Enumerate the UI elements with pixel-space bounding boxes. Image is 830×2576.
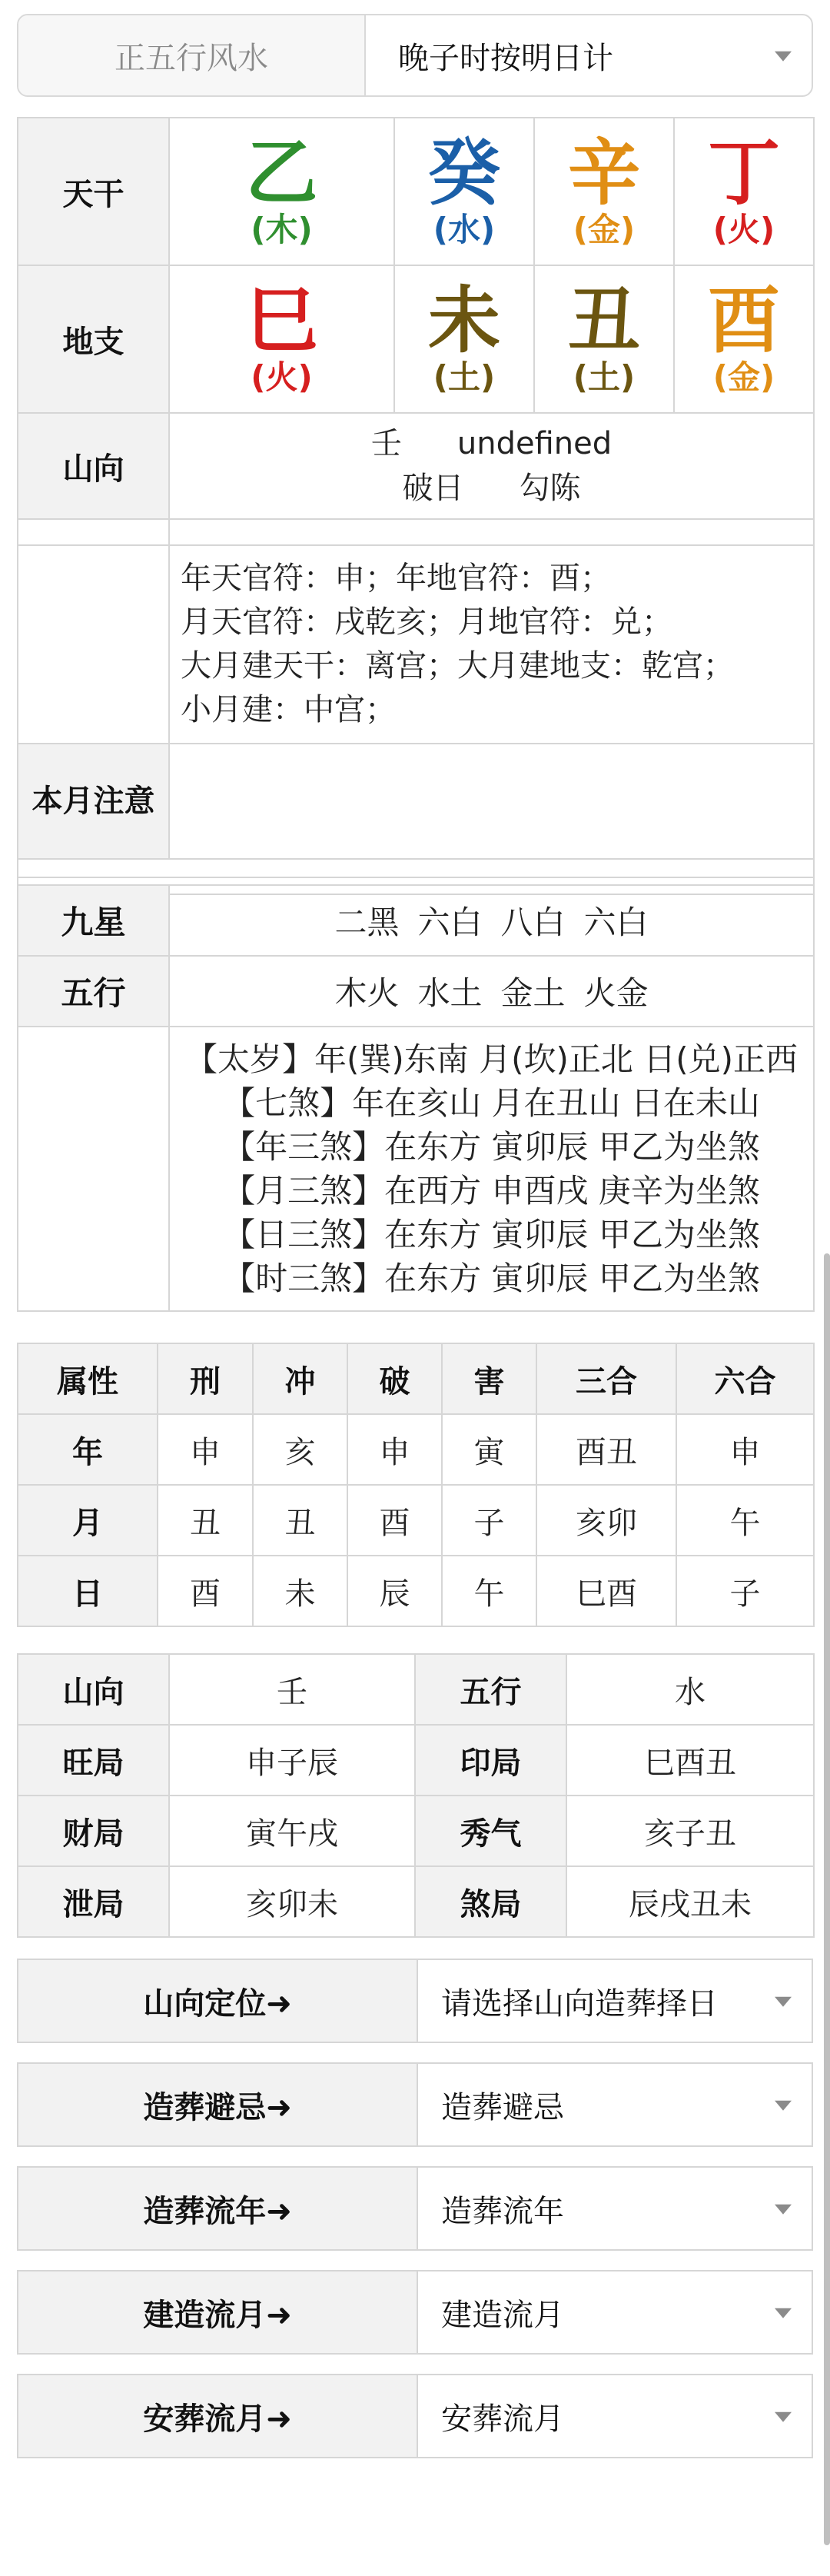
table-row — [18, 1866, 814, 1937]
zaozang-liunian-label: 造葬流年➜ — [18, 2168, 418, 2249]
ju-label: 财局 — [18, 1796, 169, 1866]
table-header: 破 — [347, 1343, 442, 1414]
dropdown-caret-icon — [775, 2412, 792, 2422]
tiangan-char: 丁 — [707, 131, 780, 215]
shanxiang-value — [169, 413, 814, 519]
wuxing-values — [169, 956, 814, 1027]
dizhi-char: 酉 — [707, 278, 780, 363]
table-cell: 巳酉 — [536, 1556, 676, 1626]
wuxing-element: 火金 — [583, 974, 649, 1012]
dizhi-element: (土) — [433, 358, 496, 397]
table-cell: 酉 — [158, 1556, 253, 1626]
empty-cell — [169, 519, 814, 545]
anzang-liuyue-select[interactable] — [418, 2375, 812, 2457]
mode-selector-bar — [17, 14, 813, 97]
row-label: 年 — [18, 1414, 158, 1485]
table-row — [18, 1414, 814, 1485]
table-cell: 丑 — [158, 1485, 253, 1556]
zishi-select[interactable] — [366, 15, 812, 95]
table-cell: 午 — [442, 1556, 536, 1626]
table-header: 六合 — [676, 1343, 814, 1414]
tiangan-element: (金) — [573, 211, 636, 249]
table-header: 刑 — [158, 1343, 253, 1414]
tiangan-char: 癸 — [427, 131, 500, 215]
table-cell: 酉 — [347, 1485, 442, 1556]
tiangan-element: (火) — [712, 211, 775, 249]
guanfu-line: 月天官符：戌乾亥；月地官符：兑； — [181, 604, 672, 640]
table-header: 三合 — [536, 1343, 676, 1414]
table-cell: 寅 — [442, 1414, 536, 1485]
bazi-table — [17, 117, 815, 895]
wuxing-element: 金土 — [500, 974, 566, 1012]
jiuxing-star: 二黑 — [334, 904, 400, 941]
sha-line: 【月三煞】在西方 申酉戌 庚辛为坐煞 — [223, 1172, 760, 1210]
table-row — [18, 1485, 814, 1556]
shanxiang-dingwei-select[interactable] — [418, 1960, 812, 2042]
ju-label: 泄局 — [18, 1866, 169, 1937]
dizhi-char: 丑 — [567, 278, 640, 363]
ju-value: 巳酉丑 — [566, 1725, 814, 1796]
mode-tab-zhengwuxing[interactable]: 正五行风水 — [18, 15, 366, 95]
dizhi-element: (火) — [251, 358, 313, 397]
jianzao-liuyue-select[interactable] — [418, 2271, 812, 2353]
select-value: 安葬流月 — [441, 2401, 564, 2437]
table-cell: 申 — [347, 1414, 442, 1485]
shanxiang-direction: undefined — [456, 426, 613, 461]
table-cell: 子 — [676, 1556, 814, 1626]
dizhi-cell — [534, 265, 674, 413]
ju-label: 山向 — [18, 1654, 169, 1725]
dropdown-caret-icon — [775, 2101, 792, 2111]
tiangan-char: 辛 — [567, 131, 640, 215]
benyue-label: 本月注意 — [18, 744, 169, 859]
dropdown-caret-icon — [775, 2205, 792, 2215]
table-row — [18, 1725, 814, 1796]
ju-value: 水 — [566, 1654, 814, 1725]
shanxiang-label: 山向 — [18, 413, 169, 519]
dropdown-caret-icon — [775, 1997, 792, 2007]
tiangan-cell — [674, 118, 814, 265]
table-cell: 申 — [676, 1414, 814, 1485]
attribute-table — [17, 1343, 815, 1627]
ju-value: 亥子丑 — [566, 1796, 814, 1866]
jiuxing-label: 九星 — [18, 885, 169, 956]
dizhi-char: 未 — [427, 278, 500, 363]
dizhi-element: (金) — [712, 358, 775, 397]
wuxing-element: 水土 — [417, 974, 483, 1012]
sha-line: 【七煞】年在亥山 月在丑山 日在未山 — [223, 1084, 760, 1122]
sha-line: 【时三煞】在东方 寅卯辰 甲乙为坐煞 — [223, 1260, 760, 1297]
zishi-select-value: 晚子时按明日计 — [398, 40, 613, 76]
ju-label: 旺局 — [18, 1725, 169, 1796]
ju-label: 煞局 — [415, 1866, 566, 1937]
shanxiang-dingwei-label: 山向定位➜ — [18, 1960, 418, 2042]
table-cell: 酉丑 — [536, 1414, 676, 1485]
table-cell: 午 — [676, 1485, 814, 1556]
shanxiang-dingwei-row — [17, 1959, 813, 2043]
table-row — [18, 1654, 814, 1725]
sha-line: 【日三煞】在东方 寅卯辰 甲乙为坐煞 — [223, 1216, 760, 1253]
anzang-liuyue-label: 安葬流月➜ — [18, 2375, 418, 2457]
jiuxing-values — [169, 885, 814, 956]
tiangan-char: 乙 — [245, 131, 318, 215]
dizhi-label: 地支 — [18, 265, 169, 413]
table-header: 害 — [442, 1343, 536, 1414]
dizhi-cell — [674, 265, 814, 413]
sha-line: 【太岁】年(巽)东南 月(坎)正北 日(兑)正西 — [184, 1040, 798, 1078]
ju-value: 申子辰 — [169, 1725, 415, 1796]
dizhi-cell — [169, 265, 394, 413]
select-value: 请选择山向造葬择日 — [441, 1985, 718, 2022]
sha-label — [18, 1027, 169, 1311]
table-row — [18, 1556, 814, 1626]
zaozang-biji-label: 造葬避忌➜ — [18, 2064, 418, 2145]
wuxing-element: 木火 — [334, 974, 400, 1012]
guanfu-label — [18, 545, 169, 744]
table-cell: 辰 — [347, 1556, 442, 1626]
ju-value: 壬 — [169, 1654, 415, 1725]
page-scrollbar[interactable] — [824, 1253, 830, 2545]
select-value: 造葬流年 — [441, 2193, 564, 2229]
jiuxing-star: 六白 — [583, 904, 649, 941]
guanfu-line: 小月建：中宫； — [181, 692, 396, 727]
dizhi-cell — [394, 265, 534, 413]
table-cell: 亥 — [253, 1414, 347, 1485]
select-value: 造葬避忌 — [441, 2089, 564, 2125]
zaozang-liunian-row — [17, 2166, 813, 2251]
tiangan-element: (水) — [433, 211, 496, 249]
jianzao-liuyue-row — [17, 2270, 813, 2355]
table-row — [18, 1796, 814, 1866]
dropdown-caret-icon — [775, 2308, 792, 2318]
tiangan-cell — [169, 118, 394, 265]
table-cell: 丑 — [253, 1485, 347, 1556]
jianzao-liuyue-label: 建造流月➜ — [18, 2271, 418, 2353]
zaozang-liunian-select[interactable] — [418, 2168, 812, 2249]
row-label: 日 — [18, 1556, 158, 1626]
table-header: 属性 — [18, 1343, 158, 1414]
tiangan-label: 天干 — [18, 118, 169, 265]
zaozang-biji-select[interactable] — [418, 2064, 812, 2145]
tiangan-element: (木) — [251, 211, 313, 249]
ju-value: 亥卯未 — [169, 1866, 415, 1937]
tiangan-cell — [394, 118, 534, 265]
sha-line: 【年三煞】在东方 寅卯辰 甲乙为坐煞 — [223, 1128, 760, 1166]
shanxiang-ri: 破日 — [402, 471, 464, 506]
ju-label: 五行 — [415, 1654, 566, 1725]
table-cell: 亥卯 — [536, 1485, 676, 1556]
guanfu-line: 年天官符：申；年地官符：酉； — [181, 561, 611, 596]
table-cell: 申 — [158, 1414, 253, 1485]
jiuxing-table — [17, 884, 815, 1312]
shanxiang-shen: 勾陈 — [519, 471, 581, 506]
ju-label: 秀气 — [415, 1796, 566, 1866]
dropdown-caret-icon — [775, 52, 792, 62]
ju-table — [17, 1653, 815, 1938]
ju-value: 寅午戌 — [169, 1796, 415, 1866]
guanfu-info — [169, 545, 814, 744]
tiangan-cell — [534, 118, 674, 265]
shanxiang-mountain: 壬 — [370, 426, 402, 461]
benyue-value — [169, 744, 814, 859]
empty-cell — [18, 519, 169, 545]
anzang-liuyue-row — [17, 2374, 813, 2458]
ju-label: 印局 — [415, 1725, 566, 1796]
row-label: 月 — [18, 1485, 158, 1556]
empty-cell — [18, 859, 814, 877]
wuxing-label: 五行 — [18, 956, 169, 1027]
guanfu-line: 大月建天干：离宫；大月建地支：乾宫； — [181, 648, 734, 684]
select-value: 建造流月 — [441, 2297, 564, 2333]
zaozang-biji-row — [17, 2062, 813, 2147]
sha-info — [169, 1027, 814, 1311]
dizhi-char: 巳 — [245, 278, 318, 363]
ju-value: 辰戌丑未 — [566, 1866, 814, 1937]
table-cell: 子 — [442, 1485, 536, 1556]
dizhi-element: (土) — [573, 358, 636, 397]
table-header: 冲 — [253, 1343, 347, 1414]
jiuxing-star: 六白 — [417, 904, 483, 941]
table-cell: 未 — [253, 1556, 347, 1626]
jiuxing-star: 八白 — [500, 904, 566, 941]
